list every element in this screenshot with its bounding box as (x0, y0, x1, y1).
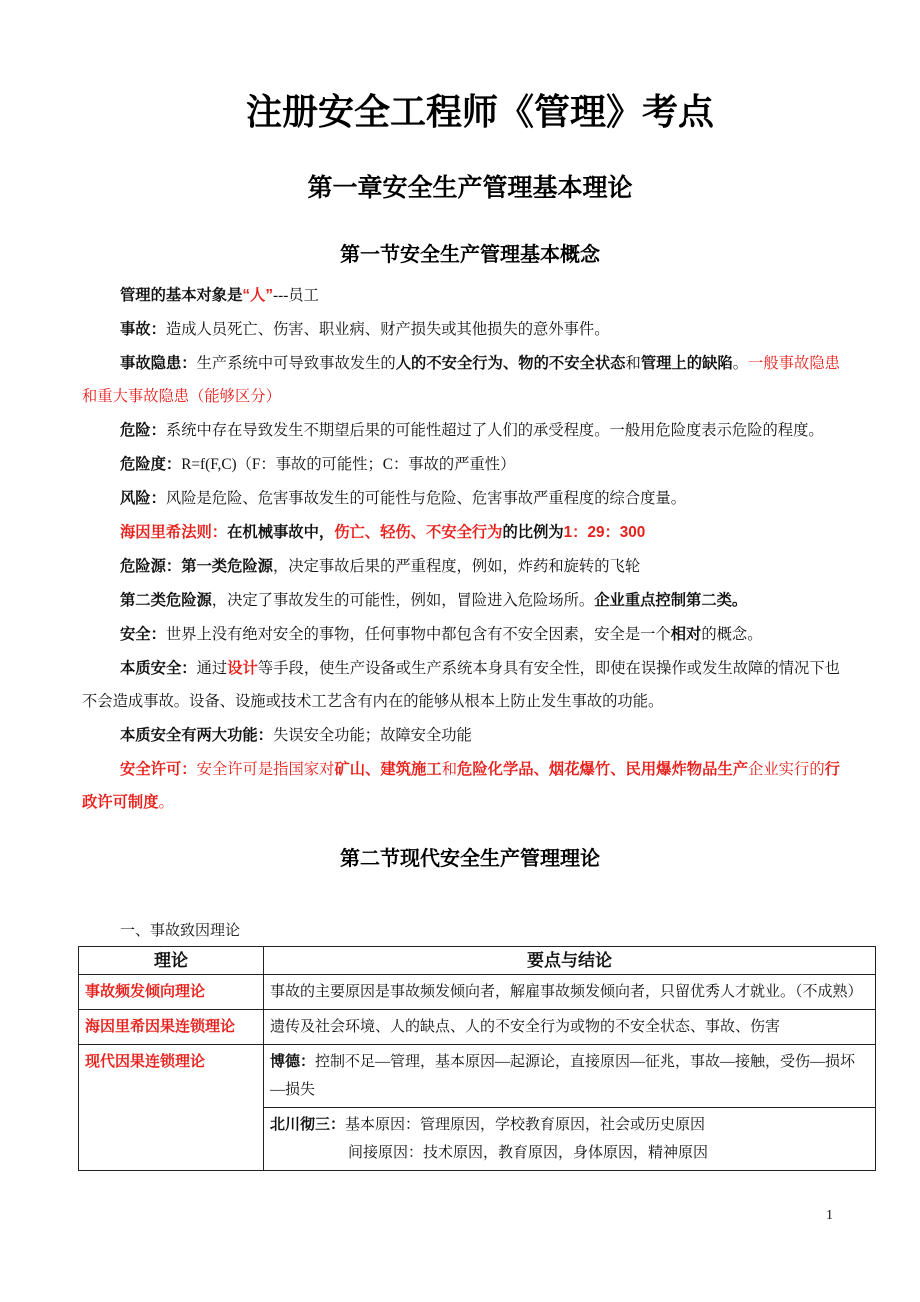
text-run: 相对 (670, 626, 702, 643)
text-run: 危险化学品、烟花爆竹、民用爆炸物品生产 (457, 761, 749, 778)
subheading-accident-causation: 一、事故致因理论 (120, 923, 241, 939)
text-run: 失误安全功能；故障安全功能 (272, 727, 472, 744)
header-key-points: 要点与结论 (264, 947, 876, 975)
text-run: 设计 (227, 660, 258, 677)
text-run: 风险是危险、危害事故发生的可能性与危险、危害事故严重程度的综合度量。 (165, 490, 687, 507)
text-run: 1：29：300 (563, 524, 646, 541)
paragraph (82, 550, 840, 583)
text-run: 一般事故隐患和重大事故隐患（能够区分） (82, 355, 840, 405)
theory-content-bode (264, 1045, 876, 1108)
text-run: 管理的基本对象是 (120, 287, 243, 304)
paragraph (82, 448, 840, 481)
text-run: 生产系统中可导致事故发生的 (196, 355, 396, 372)
section-heading-2: 第二节现代安全生产管理理论 (340, 848, 600, 870)
text-run: 企业实行的 (748, 761, 825, 778)
text-run: 安全： (120, 626, 166, 643)
text-run: 等手段，使生产设备或生产系统本身具有安全性，即使在误操作或发生故障的情况下也不会造成事故。设备、设施或技术工艺含有内在的能够从根本上防止发生事故的功能。 (82, 660, 840, 710)
text-run: 在机械事故中， (227, 524, 335, 541)
text-run: 系统中存在导致发生不期望后果的可能性超过了人们的承受程度。一般用危险度表示危险的程度。 (165, 422, 824, 439)
paragraph (82, 719, 840, 752)
text-run: 管理上的缺陷 (640, 355, 733, 372)
text-run: 危险源：第一类危险源 (120, 558, 273, 575)
theory-content: 事故的主要原因是事故频发倾向者，解雇事故频发倾向者，只留优秀人才就业。（不成熟） (264, 975, 876, 1010)
section-1-body (82, 279, 840, 820)
table-header-row (79, 947, 876, 975)
section-heading-1: 第一节安全生产管理基本概念 (340, 244, 600, 266)
theory-name: 海因里希因果连锁理论 (79, 1010, 264, 1045)
text-run: 造成人员死亡、伤害、职业病、财产损失或其他损失的意外事件。 (165, 321, 610, 338)
bode-text: 控制不足—管理，基本原因—起源论，直接原因—征兆，事故—接触，受伤—损坏—损失 (270, 1054, 856, 1098)
text-run: 的概念。 (701, 626, 763, 643)
text-run: 危险： (120, 422, 166, 439)
kitagawa-label: 北川彻三： (270, 1116, 346, 1133)
text-run: 风险： (120, 490, 166, 507)
theory-table (78, 946, 876, 1171)
table-row (79, 1010, 876, 1045)
text-run: 海因里希法则： (120, 524, 228, 541)
text-run: 事故隐患： (120, 355, 197, 372)
text-run: ，决定事故后果的严重程度，例如，炸药和旋转的飞轮 (272, 558, 641, 575)
table-row (79, 1045, 876, 1108)
text-run: 和 (441, 761, 458, 778)
paragraph (82, 279, 840, 312)
kitagawa-basic: 基本原因：管理原因，学校教育原因，社会或历史原因 (345, 1117, 706, 1133)
text-run: 伤亡、轻伤、不安全行为 (334, 524, 503, 541)
header-theory: 理论 (79, 947, 264, 975)
theory-name: 现代因果连锁理论 (79, 1045, 264, 1171)
paragraph (82, 313, 840, 346)
text-run: 安全许可： (120, 761, 197, 778)
text-run: 本质安全： (120, 660, 197, 677)
theory-content-kitagawa (264, 1108, 876, 1171)
text-run: 。 (732, 355, 749, 372)
theory-content: 遗传及社会环境、人的缺点、人的不安全行为或物的不安全状态、事故、伤害 (264, 1010, 876, 1045)
text-run: 第二类危险源 (120, 592, 212, 609)
text-run: 。 (158, 794, 174, 811)
paragraph (82, 652, 840, 718)
kitagawa-indirect: 间接原因：技术原因，教育原因，身体原因，精神原因 (348, 1145, 709, 1161)
chapter-heading: 第一章安全生产管理基本理论 (307, 174, 633, 202)
text-run: R=f(F,C)（F：事故的可能性；C：事故的严重性） (181, 456, 516, 473)
table-row (79, 975, 876, 1010)
text-run: 矿山、建筑施工 (334, 761, 442, 778)
bode-label: 博德： (270, 1053, 316, 1070)
text-run: ---员工 (273, 287, 319, 304)
text-run: 世界上没有绝对安全的事物，任何事物中都包含有不安全因素，安全是一个 (165, 626, 671, 643)
text-run: 危险度： (120, 456, 182, 473)
text-run: 安全许可是指国家对 (196, 761, 335, 778)
text-run: “人” (242, 287, 273, 304)
paragraph (82, 482, 840, 515)
page-number: 1 (826, 1208, 833, 1223)
paragraph (82, 618, 840, 651)
paragraph (82, 347, 840, 413)
text-run: ，决定了事故发生的可能性，例如，冒险进入危险场所。 (211, 592, 595, 609)
document-title: 注册安全工程师《管理》考点 (245, 91, 714, 132)
text-run: 事故： (120, 321, 166, 338)
paragraph (82, 516, 840, 549)
text-run: 的比例为 (502, 524, 564, 541)
text-run: 行政许可制度 (82, 761, 840, 811)
text-run: 通过 (196, 660, 228, 677)
paragraph (82, 753, 840, 819)
paragraph (82, 414, 840, 447)
text-run: 人的不安全行为、物的不安全状态 (395, 355, 626, 372)
text-run: 本质安全有两大功能： (120, 727, 273, 744)
paragraph (82, 584, 840, 617)
text-run: 企业重点控制第二类。 (594, 592, 748, 609)
theory-name: 事故频发倾向理论 (79, 975, 264, 1010)
text-run: 和 (625, 355, 641, 372)
